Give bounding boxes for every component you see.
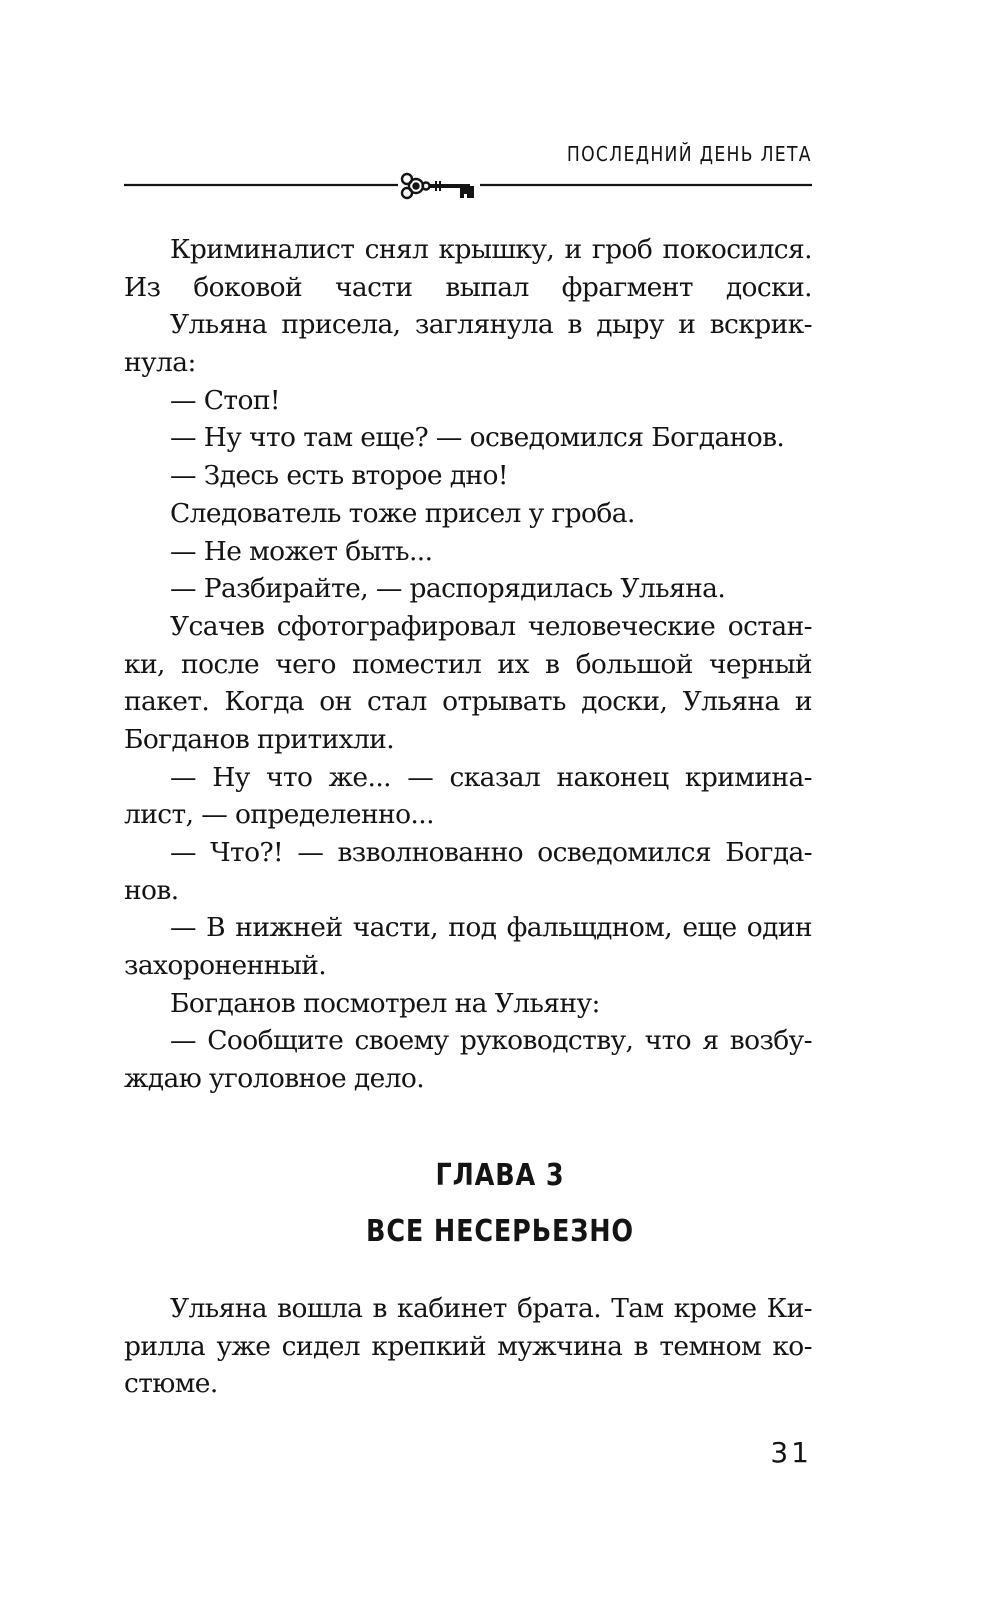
- running-title: ПОСЛЕДНИЙ ДЕНЬ ЛЕТА: [567, 142, 812, 166]
- text-line: — Сообщите своему руководству, что я возбу-: [170, 1025, 812, 1057]
- text-line: Ульяна вошла в кабинет брата. Там кроме Ки-: [170, 1293, 812, 1324]
- text-line: Следователь тоже присел у гроба.: [170, 497, 635, 529]
- text-line: ждаю уголовное дело.: [124, 1063, 425, 1095]
- key-ornament: [124, 170, 812, 210]
- text-line: — Стоп!: [170, 384, 280, 416]
- text-line: — Что?! — взволнованно осведомился Богда-: [170, 837, 812, 868]
- text-line: Богданов посмотрел на Ульяну:: [170, 987, 600, 1019]
- text-line: захороненный.: [124, 950, 327, 982]
- chapter-title: ВСЕ НЕСЕРЬЕЗНО: [366, 1214, 634, 1249]
- text-line: пакет. Когда он стал отрывать доски, Ульяна и: [124, 686, 812, 718]
- text-line: рилла уже сидел крепкий мужчина в темном ко-: [124, 1330, 812, 1362]
- key-icon: [402, 174, 470, 198]
- chapter-number: ГЛАВА 3: [435, 1158, 565, 1193]
- text-line: Ульяна присела, заглянула в дыру и вскрик-: [170, 309, 812, 341]
- text-line: Криминалист снял крышку, и гроб покосился.: [170, 234, 812, 265]
- text-line: — Разбирайте, — распорядилась Ульяна.: [170, 573, 726, 605]
- page-number: 31: [770, 1436, 812, 1469]
- text-line: — Ну что там еще? — осведомился Богданов.: [170, 422, 785, 454]
- text-line: Богданов притихли.: [124, 723, 395, 755]
- text-line: — В нижней части, под фальщдном, еще один: [170, 912, 812, 944]
- text-line: — Здесь есть второе дно!: [170, 460, 508, 492]
- key-bit: [460, 186, 474, 200]
- text-line: Из боковой части выпал фрагмент доски.: [124, 271, 812, 303]
- text-line: лист, — определенно...: [124, 799, 434, 831]
- body-text: [124, 231, 812, 1098]
- text-line: нов.: [124, 874, 179, 906]
- text-line: стюме.: [124, 1368, 218, 1400]
- chapter-text: [124, 1290, 812, 1403]
- text-line: нула:: [124, 347, 196, 379]
- text-line: ки, после чего поместил их в большой черный: [124, 648, 812, 680]
- text-line: Усачев сфотографировал человеческие остан-: [170, 610, 812, 642]
- text-line: — Не может быть...: [170, 535, 433, 567]
- text-line: — Ну что же... — сказал наконец кримина-: [170, 761, 812, 793]
